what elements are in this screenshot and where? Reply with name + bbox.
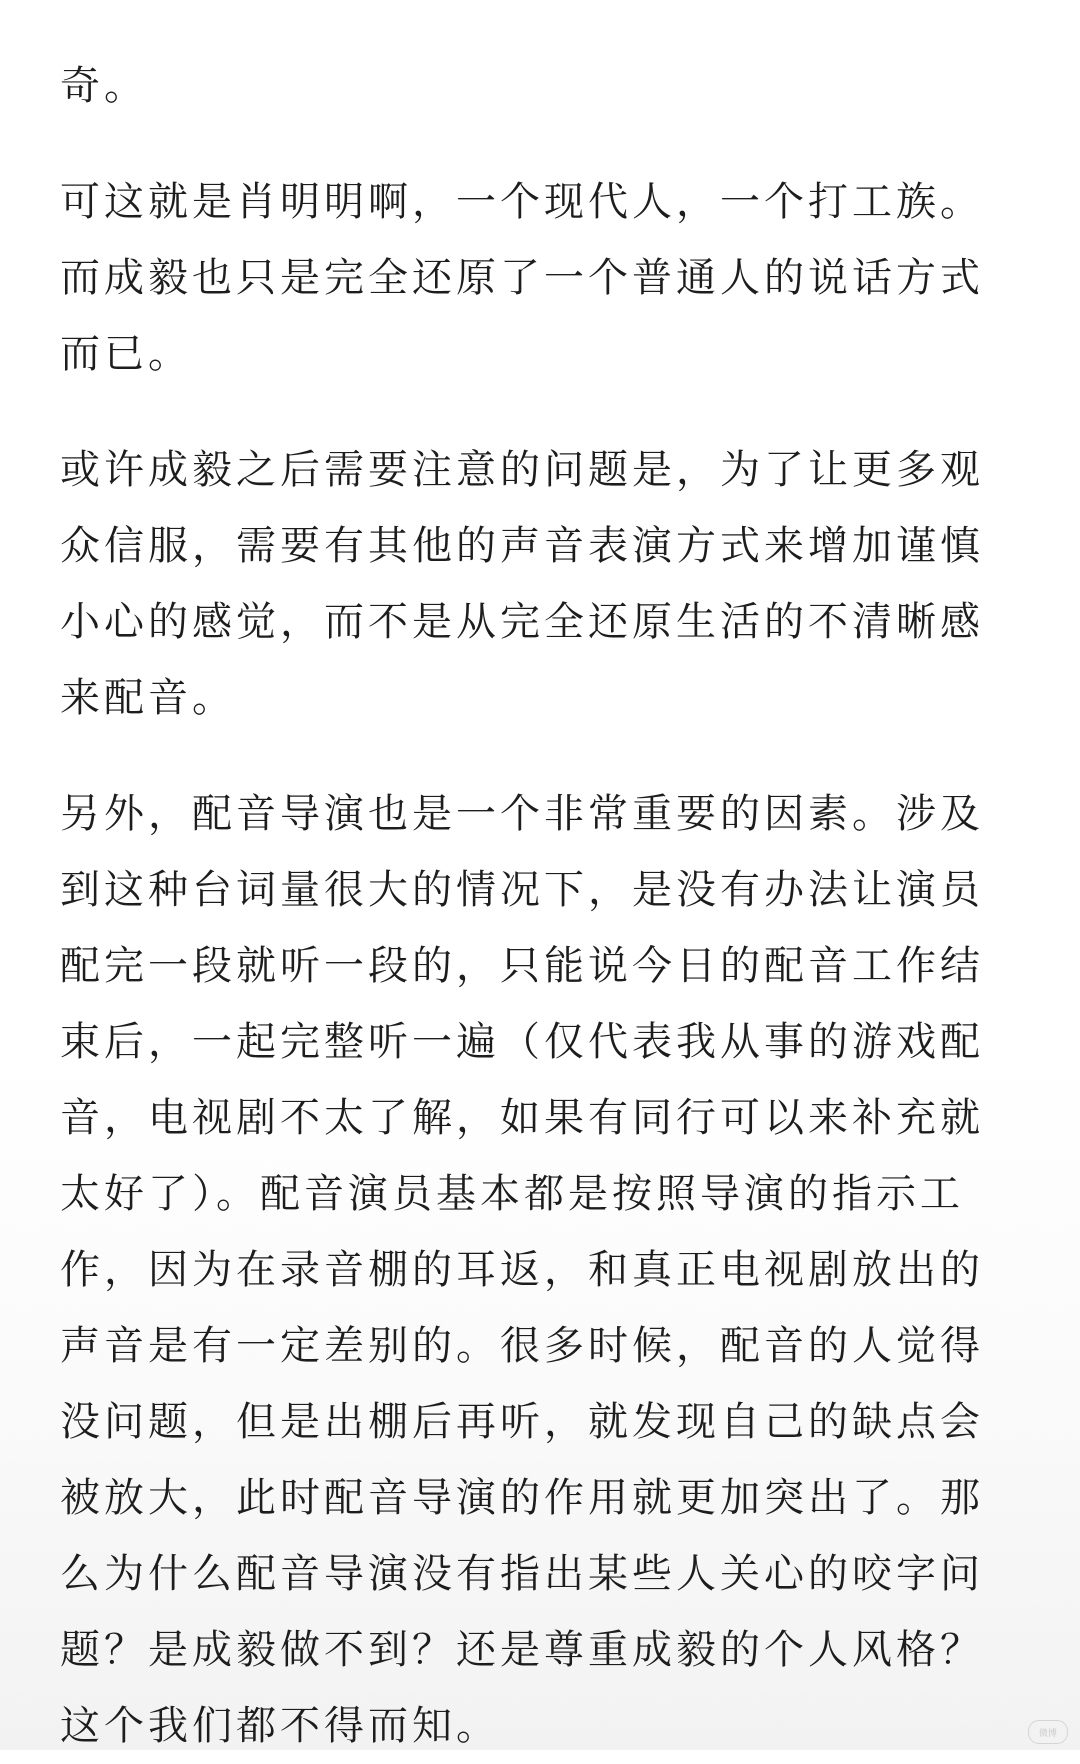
weibo-logo-icon: 微博	[1028, 1720, 1068, 1744]
weibo-watermark	[1028, 1720, 1068, 1744]
paragraph-3: 或许成毅之后需要注意的问题是，为了让更多观众信服，需要有其他的声音表演方式来增加谨慎小心的感觉，而不是从完全还原生活的不清晰感来配音。	[60, 447, 984, 721]
article-body	[60, 48, 1020, 1764]
paragraph-4: 另外，配音导演也是一个非常重要的因素。涉及到这种台词量很大的情况下，是没有办法让演员配完一段就听一段的，只能说今日的配音工作结束后，一起完整听一遍（仅代表我从事的游戏配音，电视剧不太了解，如果有同行可以来补充就太好了）。配音演员基本都是按照导演的指示工作，因为在录音棚的耳返，和真正电视剧放出的声音是有一定差别的。很多时候，配音的人觉得没问题，但是出棚后再听，就发现自己的缺点会被放大，此时配音导演的作用就更加突出了。那么为什么配音导演没有指出某些人关心的咬字问题？是成毅做不到？还是尊重成毅的个人风格？这个我们都不得而知。	[60, 791, 984, 1749]
paragraph-2: 可这就是肖明明啊，一个现代人，一个打工族。而成毅也只是完全还原了一个普通人的说话方式而已。	[60, 179, 984, 377]
paragraph-1: 奇。	[60, 63, 148, 109]
